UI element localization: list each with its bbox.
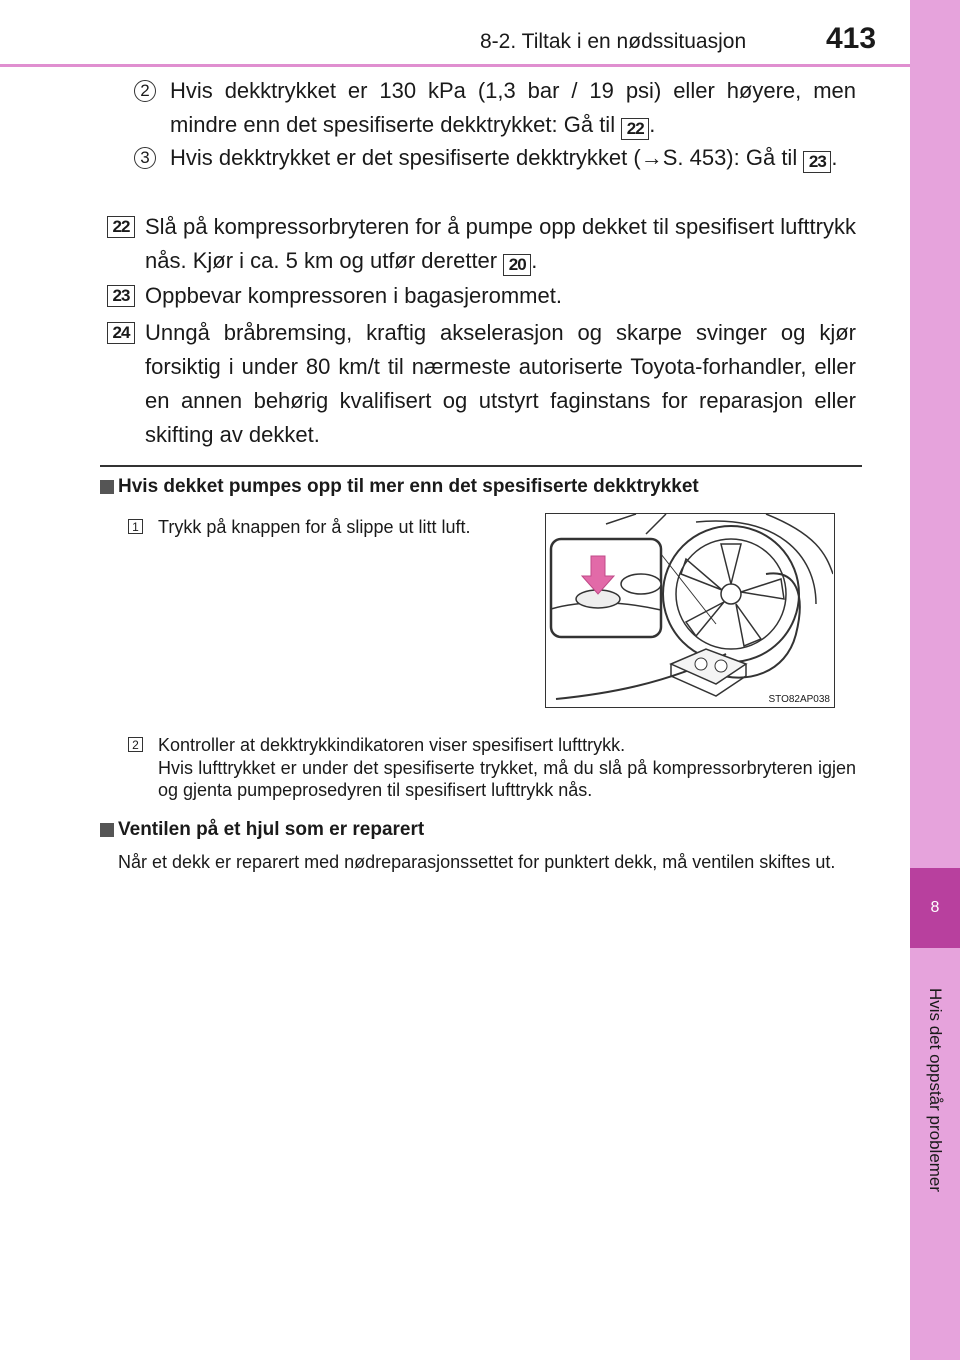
step-23-link[interactable]: 23 xyxy=(803,151,831,173)
step-24-text: Unngå bråbremsing, kraftig akselerasjon og skarpe svinger og kjør forsiktig i under 80 km/t til nærmeste autoriserte Toyota-forhandler, eller en annen behørig kvalifisert og utstyrt faginstans for reparasjon eller skifting av dekket. xyxy=(145,320,856,447)
heading-square-icon xyxy=(100,823,114,837)
step-3-text: Hvis dekktrykket er det spesifiserte dekktrykket (→S. 453): Gå til 23 . xyxy=(170,145,838,171)
item-1-marker: 1 xyxy=(128,519,143,534)
figure-caption: STO82AP038 xyxy=(768,694,830,705)
step-2-marker: 2 xyxy=(134,80,156,102)
valve-text: Når et dekk er reparert med nødreparasjonssettet for punktert dekk, må ventilen skiftes ut. xyxy=(118,852,836,872)
section-title: 8-2. Tiltak i en nødssituasjon xyxy=(480,30,747,53)
heading-square-icon xyxy=(100,480,114,494)
item-2-marker: 2 xyxy=(128,737,143,752)
step-2-body: Hvis dekktrykket er 130 kPa (1,3 bar / 19 psi) eller høyere, men mindre enn det spesifiserte dekktrykket: Gå til xyxy=(170,78,856,137)
chapter-tab[interactable]: 8 xyxy=(910,868,960,948)
step-22-text: Slå på kompressorbryteren for å pumpe opp dekket til spesifisert lufttrykk nås. Kjør i ca. 5 km og utfør deretter 20 . xyxy=(145,214,856,274)
page-number: 413 xyxy=(826,22,877,55)
step-24-marker: 24 xyxy=(107,322,135,344)
valve-heading: Ventilen på et hjul som er reparert xyxy=(118,819,425,840)
step-3-body: Hvis dekktrykket er det spesifiserte dekktrykket (→S. 453): Gå til xyxy=(170,145,798,170)
item-1-text: Trykk på knappen for å slippe ut litt luft. xyxy=(158,517,471,537)
overinflate-heading: Hvis dekket pumpes opp til mer enn det spesifiserte dekktrykket xyxy=(118,476,699,497)
step-22-marker: 22 xyxy=(107,216,135,238)
section-divider xyxy=(100,465,862,467)
step-2-text: Hvis dekktrykket er 130 kPa (1,3 bar / 19 psi) eller høyere, men mindre enn det spesifiserte dekktrykket: Gå til 22 . xyxy=(170,78,856,138)
step-3-marker: 3 xyxy=(134,147,156,169)
step-23-marker: 23 xyxy=(107,285,135,307)
compressor-figure xyxy=(545,513,835,708)
item-2-text: Kontroller at dekktrykkindikatoren viser spesifisert lufttrykk. xyxy=(158,735,626,755)
header-divider xyxy=(0,64,910,67)
step-22-link[interactable]: 22 xyxy=(621,118,649,140)
step-23-text: Oppbevar kompressoren i bagasjerommet. xyxy=(145,283,562,308)
tire-compressor-illustration xyxy=(546,514,833,706)
step-20-link[interactable]: 20 xyxy=(503,254,531,276)
item-2-note: Hvis lufttrykket er under det spesifiserte trykket, må du slå på kompressorbryteren igjen og gjenta pumpeprosedyren til spesifisert lufttrykk nås. xyxy=(158,758,856,800)
chapter-title: Hvis det oppstår problemer xyxy=(926,987,945,1193)
step-22-body: Slå på kompressorbryteren for å pumpe opp dekket til spesifisert lufttrykk nås. Kjør i ca. 5 km og utfør deretter xyxy=(145,214,856,273)
